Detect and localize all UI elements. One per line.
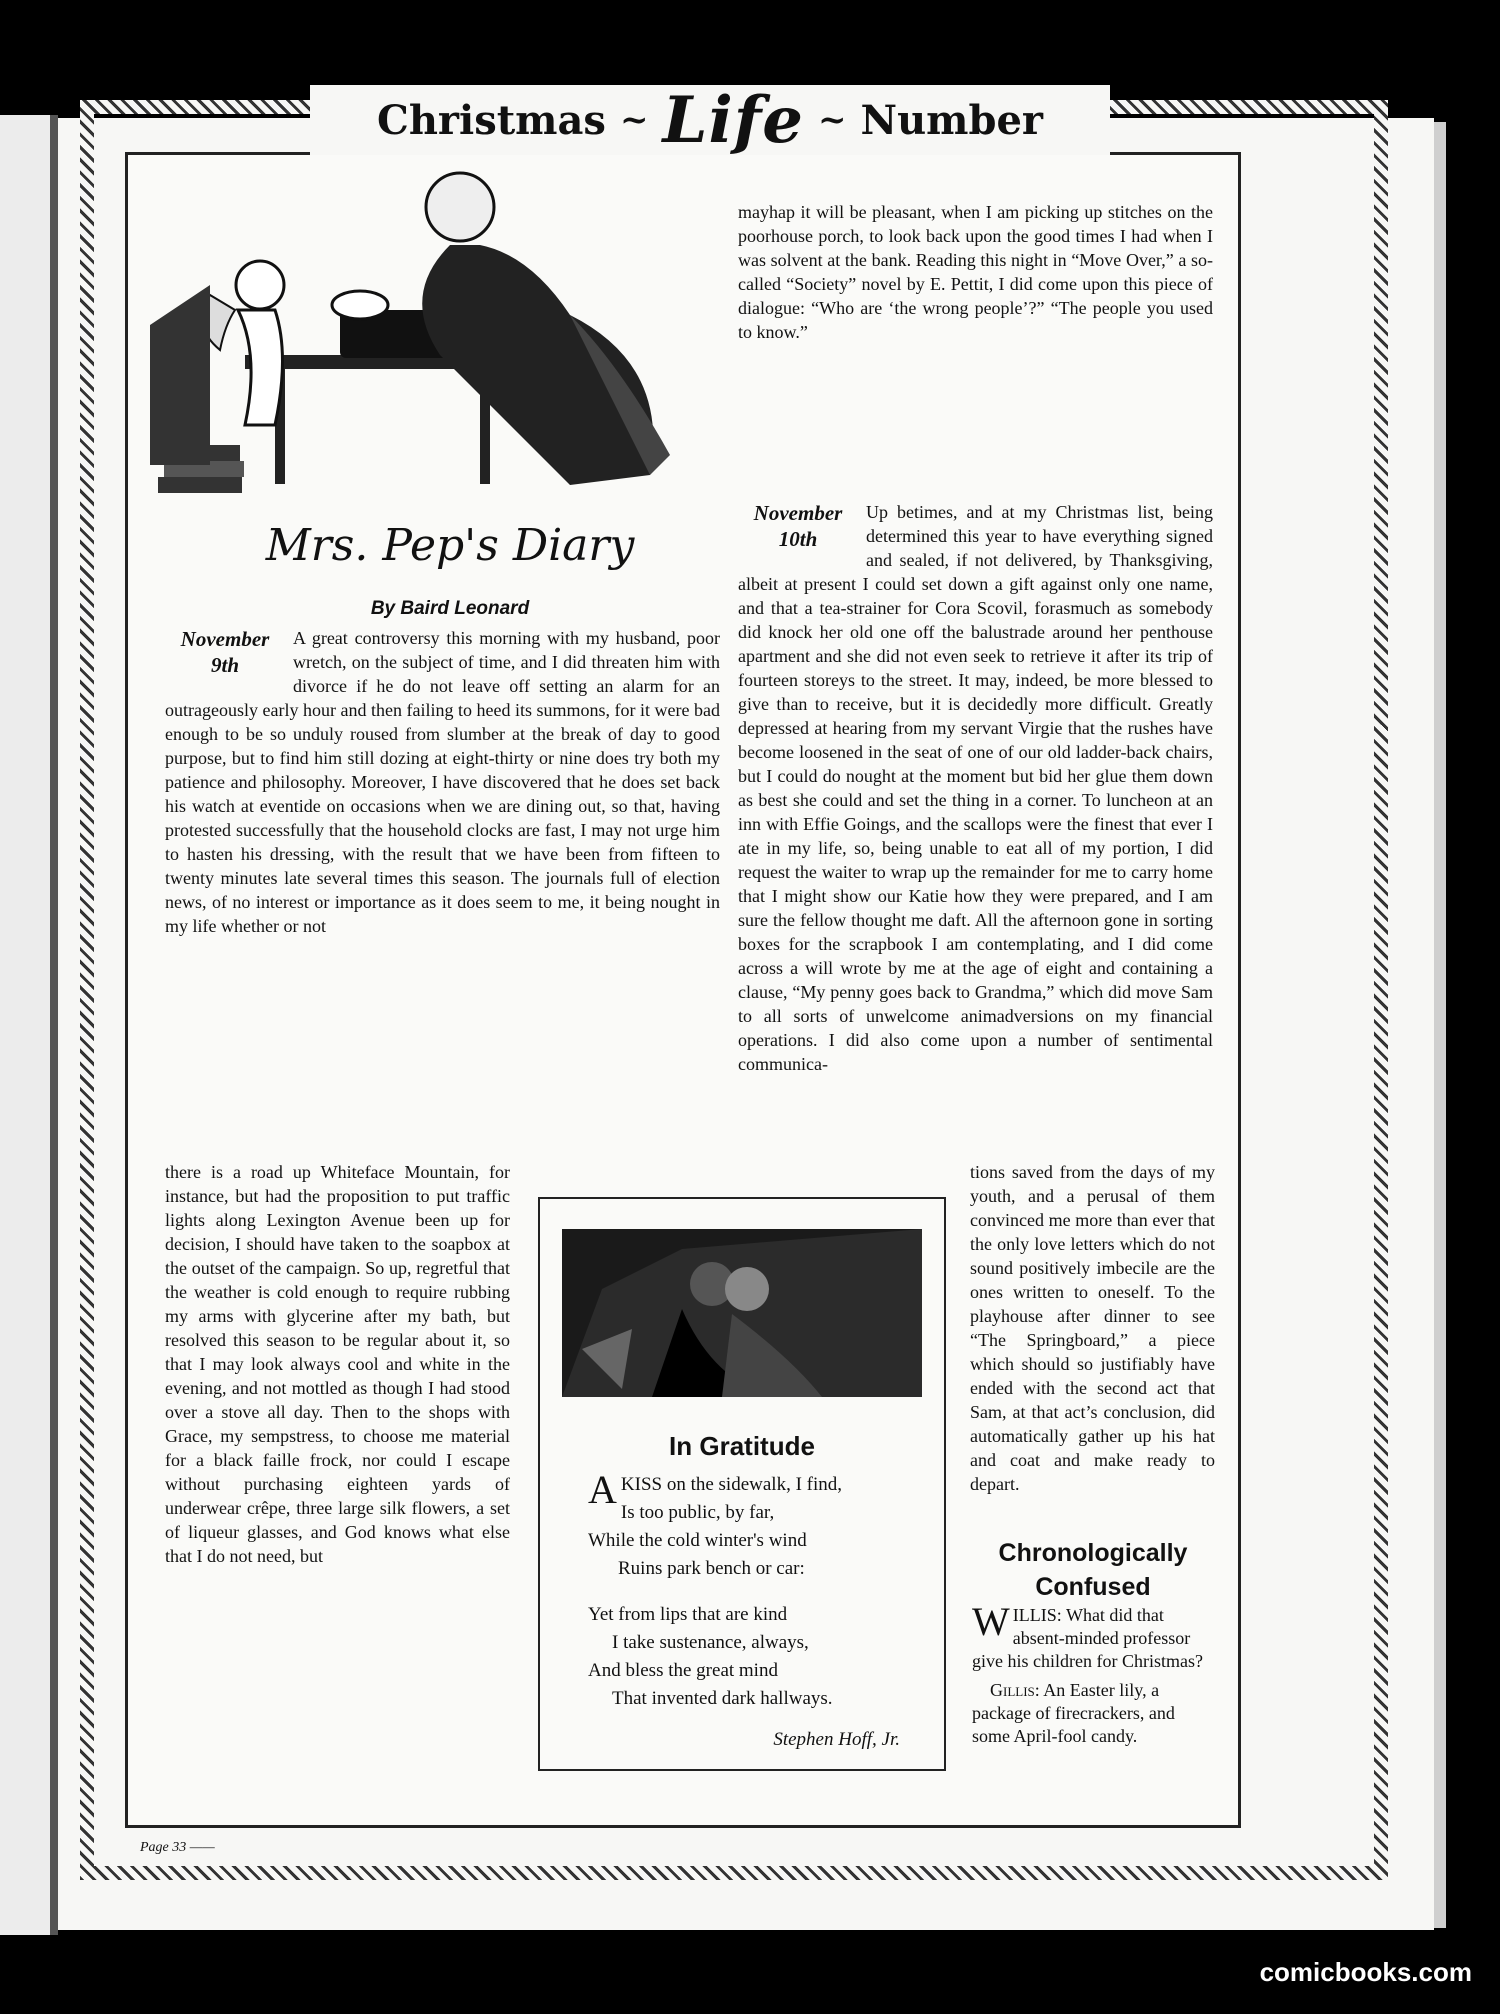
joke-line: What did that absent-minded professor give his children for Christmas?	[972, 1605, 1203, 1671]
site-watermark: comicbooks.com	[1259, 1957, 1472, 1987]
entry-text: Up betimes, and at my Christmas list, being determined this year to have everything signed and sealed, if not delivered, by Thanksgiving, albeit at present I could set down a gift against only one name, and that a tea-strainer for Cora Scovil, forasmuch as somebody did knock her old one off the balustrade around her penthouse apartment and she did not even seek to retrieve it after its trip of fourteen storeys to the street. It may, indeed, be more blessed to give than to receive, but it is decidedly more difficult. Greatly depressed at hearing from my servant Virgie that the rushes have become loosened in the seat of one of our old ladder-back chairs, but I could do nought at the moment but bid her glue them down as best she could and set the thing in a corner. To luncheon at an inn with Effie Goings, and the scallops were the finest that ever I ate in my life, so, being unable to eat all of my portion, I did request the waiter to wrap up the remainder for me to carry home that I might show our Katie how they were prepared, and I am sure the fellow thought me daft. All the afternoon gone in sorting boxes for the scrapbook I am contemplating, and I did come across a will wrote by me at the age of eight and containing a clause, “My penny goes back to Grandma,” which did move Sam to all sorts of unwelcome animadversions on my financial operations. I did also come upon a number of sentimental communica-	[738, 502, 1213, 1074]
poem-author: Stephen Hoff, Jr.	[773, 1729, 900, 1750]
entry-date-nov10: November 10th	[753, 501, 843, 551]
swash-ornament-icon: ~	[619, 100, 649, 140]
poem-line: I take sustenance, always,	[612, 1632, 809, 1653]
poem-line: Yet from lips that are kind	[588, 1604, 788, 1625]
swash-ornament-icon: ~	[818, 100, 847, 140]
poem-line: Ruins park bench or car:	[618, 1558, 805, 1579]
left-page-edge	[0, 115, 58, 1935]
right-page-edge	[1434, 122, 1446, 1928]
diary-entry-nov10	[738, 500, 1213, 1076]
poem-line: And bless the great mind	[588, 1660, 778, 1681]
joke-dialogue	[972, 1599, 1217, 1748]
poem-line: That invented dark hallways.	[612, 1688, 833, 1709]
page-number: Page 33 ——	[140, 1840, 215, 1855]
poem-line: KISS on the sidewalk, I find,	[620, 1474, 843, 1495]
diary-entry-nov9-end: mayhap it will be pleasant, when I am picking up stitches on the poorhouse porch, to look back upon the good times I had when I was solvent at the bank. Reading this night in “Move Over,” a so-called “Society” novel by E. Pettit, I did come upon this piece of dialogue: “Who are ‘the wrong people’?” “The people you used to know.”	[738, 202, 1213, 342]
speaker-willis: ILLIS:	[1012, 1605, 1062, 1625]
joke-line: An Easter lily, a package of firecrackers, and some April-fool candy.	[972, 1680, 1175, 1746]
joke-title: Chronologically Confused	[998, 1539, 1188, 1601]
entry-text: A great controversy this morning with my husband, poor wretch, on the subject of time, and I did threaten him with divorce if he do not leave off setting an alarm for an outrageously early hour and then failing to heed its summons, for it were bad enough to be so unduly roused from slumber at the break of day to good purpose, but to find him still dozing at eight-thirty or nine does try both my patience and philosophy. Moreover, I have discovered that he does set back his watch at eventide on occasions when we are dining out, so that, having protested successfully that the household clocks are fast, I may not urge him to hasten his dressing, with the result that we have been from fifteen to twenty minutes late several times this season. The journals full of election news, of no interest or importance as it does seem to me, it being nought in my life whether or not	[165, 628, 720, 936]
poem-drop-cap: A	[588, 1467, 617, 1512]
speaker-gillis: Gillis:	[990, 1680, 1040, 1700]
masthead	[310, 82, 1110, 158]
joke-drop-cap: W	[972, 1599, 1010, 1644]
diary-entry-nov9	[165, 626, 720, 938]
masthead-christmas: Christmas	[377, 96, 606, 144]
kissing-couple-illustration	[562, 1229, 922, 1397]
poem-line: Is too public, by far,	[620, 1502, 775, 1523]
diary-entry-nov9-continued: there is a road up Whiteface Mountain, for instance, but had the proposition to put traffic lights along Lexington Avenue been up for decision, I should have taken to the soapbox at the outset of the campaign. So up, regretful that the weather is cold enough to require rubbing my arms with glycerine after my bath, but resolved this season to be regular about it, so that I may look always cool and white in the evening, and not mottled as though I had stood over a stove all day. Then to the shops with Grace, my sempstress, to choose me material for a black faille frock, nor could I escape without purchasing eighteen yards of underwear crêpe, three large silk flowers, a set of liqueur glasses, and God knows what else that I do not need, but	[165, 1162, 510, 1566]
entry-date-nov9: November 9th	[180, 627, 270, 677]
poem-line: While the cold winter's wind	[588, 1530, 807, 1551]
article-title: Mrs. Pep's Diary	[265, 520, 635, 571]
typewriter-illustration	[150, 165, 690, 510]
diary-entry-nov10-continued: tions saved from the days of my youth, and a perusal of them convinced me more than ever that the only love letters which do not sound positively imbecile are the ones written to oneself. To the playhouse after dinner to see “The Springboard,” a piece which should so justifiably have ended with the second act that Sam, at that act’s conclusion, did automatically gather up his hat and coat and make ready to depart.	[970, 1162, 1215, 1494]
masthead-number: Number	[860, 96, 1043, 144]
article-byline: By Baird Leonard	[370, 598, 530, 619]
poem-body	[588, 1467, 918, 1713]
masthead-life-logo: Life	[662, 82, 805, 158]
poem-box	[538, 1197, 946, 1771]
poem-title: In Gratitude	[669, 1431, 815, 1461]
